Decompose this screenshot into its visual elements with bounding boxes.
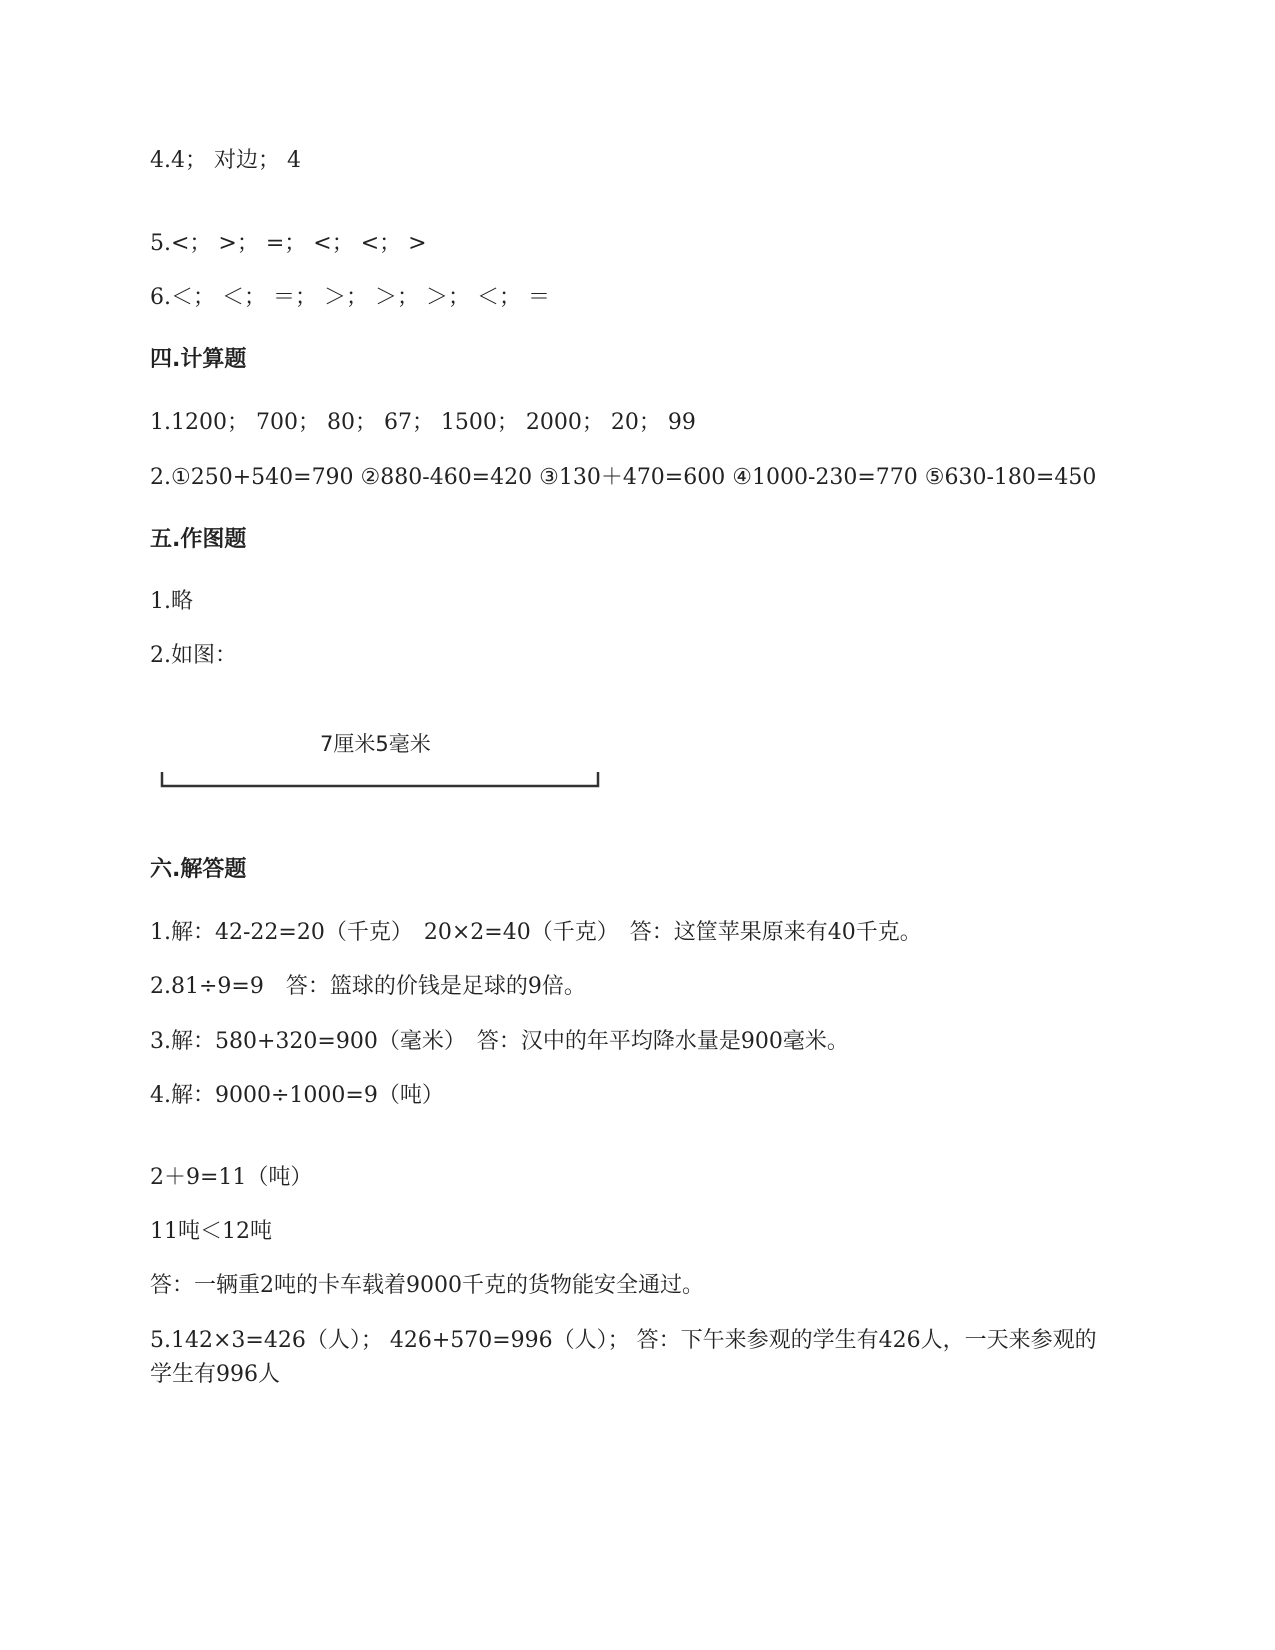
segment-length-label: 7厘米5毫米 xyxy=(320,732,431,756)
section-heading-calculation: 四.计算题 xyxy=(150,347,247,372)
answer-6-4-line2: 2＋9=11（吨） xyxy=(150,1165,313,1190)
answer-6-4-line3: 11吨＜12吨 xyxy=(150,1219,272,1244)
answer-4-2: 2.①250+540=790 ②880-460=420 ③130＋470=600 ④1000-230=770 ⑤630-180=450 xyxy=(150,465,1097,490)
answer-5-2: 2.如图： xyxy=(150,643,237,668)
answer-6-1: 1.解：42-22=20（千克） 20×2=40（千克） 答：这筐苹果原来有40千克。 xyxy=(150,920,922,945)
answer-3-4: 4.4； 对边； 4 xyxy=(150,148,301,173)
answer-6-5: 5.142×3=426（人）； 426+570=996（人）； 答：下午来参观的学生有426人，一天来参观的学生有996人 xyxy=(150,1328,1097,1387)
answer-6-3: 3.解：580+320=900（毫米） 答：汉中的年平均降水量是900毫米。 xyxy=(150,1029,849,1054)
answer-3-5: 5.<； >； =； <； <； > xyxy=(150,231,427,256)
line-segment-drawing xyxy=(150,720,670,830)
section-heading-word-problems: 六.解答题 xyxy=(150,857,247,882)
answer-4-1: 1.1200； 700； 80； 67； 1500； 2000； 20； 99 xyxy=(150,410,696,435)
line-segment-figure xyxy=(150,720,670,830)
line-segment xyxy=(162,772,598,786)
answer-6-2: 2.81÷9=9 答：篮球的价钱是足球的9倍。 xyxy=(150,974,586,999)
answer-6-4-line4: 答：一辆重2吨的卡车载着9000千克的货物能安全通过。 xyxy=(150,1273,704,1298)
answer-3-6: 6.＜； ＜； ＝； ＞； ＞； ＞； ＜； ＝ xyxy=(150,285,550,310)
answer-6-4-line1: 4.解：9000÷1000=9（吨） xyxy=(150,1083,444,1108)
answer-5-1: 1.略 xyxy=(150,589,193,614)
section-heading-drawing: 五.作图题 xyxy=(150,527,247,552)
